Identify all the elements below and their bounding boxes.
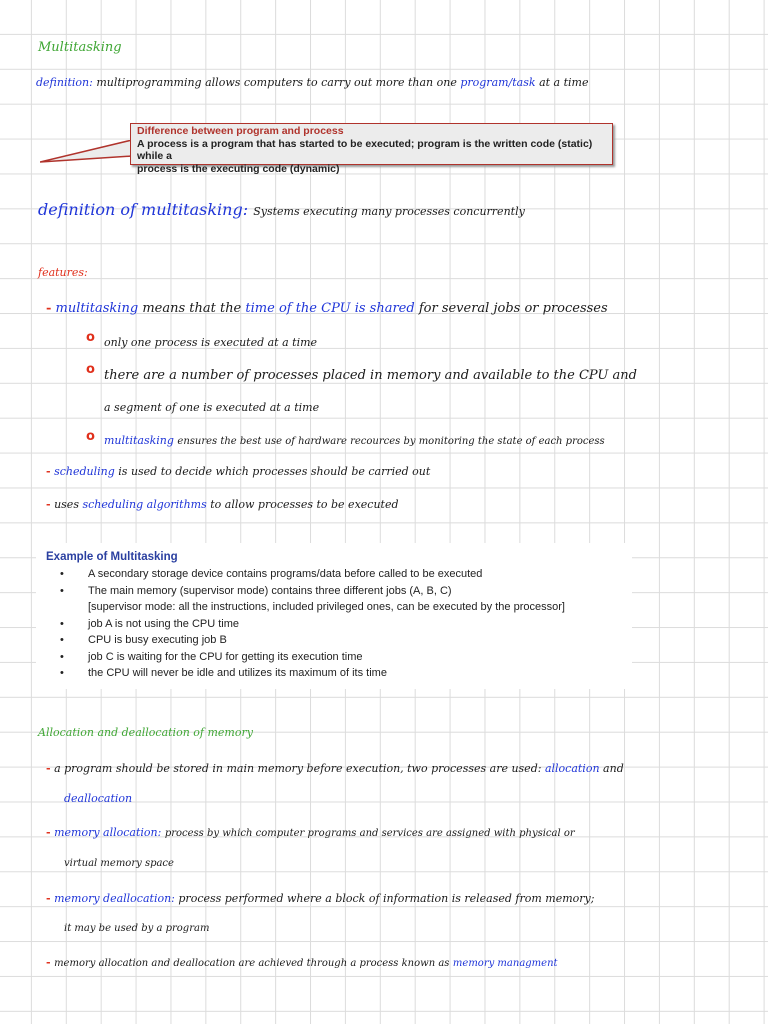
callout-box xyxy=(130,123,613,175)
feature-6-a: uses xyxy=(54,498,79,511)
feature-line-2: only one process is executed at a time xyxy=(104,336,318,349)
alloc-line-1: - a program should be stored in main memory before execution, two processes are used: allocation and xyxy=(46,762,624,775)
heading-allocation: Allocation and deallocation of memory xyxy=(38,726,253,739)
feature-1-d: for several jobs or processes xyxy=(418,301,608,316)
alloc-1-c: and xyxy=(603,762,624,775)
feature-line-4 xyxy=(104,434,605,447)
feature-5-a: scheduling xyxy=(54,465,115,478)
alloc-3-a: memory deallocation: xyxy=(54,892,175,905)
feature-line-6: - uses scheduling algorithms to allow processes to be executed xyxy=(46,498,399,511)
alloc-line-3: - memory deallocation: process performed where a block of information is released from memory; xyxy=(46,892,595,905)
example-box: Example of Multitasking • A secondary storage device contains programs/data before called to be executed • The main memory (supervisor mode) contains three different jobs (A, B, C) [supervisor mode: all the instructions, included privileged ones, can be executed by the processor] • job A is not using the CPU time • CPU is busy executing job B • job C is waiting for the CPU for getting its execution time • the CPU will never be idle and utilizes its maximum of its time xyxy=(36,543,632,689)
feature-4-b: ensures the best use of hardware recources by monitoring the state of each process xyxy=(177,436,605,447)
heading-multitasking: Multitasking xyxy=(38,40,122,55)
feature-line-3a: there are a number of processes placed in memory and available to the CPU and xyxy=(104,368,637,383)
alloc-4-b: memory managment xyxy=(452,958,558,969)
feature-1-a: multitasking xyxy=(55,301,139,316)
callout-title: Difference between program and process xyxy=(137,125,344,137)
callout-pointer-icon xyxy=(40,140,140,170)
def2-label: definition of multitasking: xyxy=(38,200,249,219)
alloc-3-b: process performed where a block of information is released from memory; xyxy=(178,892,595,905)
callout-line-2: process is the executing code (dynamic) xyxy=(137,162,340,175)
definition-end: at a time xyxy=(539,76,589,89)
alloc-1-d: deallocation xyxy=(64,792,133,805)
definition-label: definition: xyxy=(36,76,93,89)
alloc-2-c: virtual memory space xyxy=(64,858,174,869)
circle-bullet-icon: o xyxy=(86,362,95,377)
alloc-2-b: process by which computer programs and services are assigned with physical or xyxy=(164,828,575,839)
feature-6-b: scheduling algorithms xyxy=(82,498,207,511)
feature-1-c: time of the CPU is shared xyxy=(245,301,415,316)
definition-multitasking-line xyxy=(38,200,525,219)
alloc-line-2: - memory allocation: process by which computer programs and services are assigned with physical or xyxy=(46,826,575,839)
feature-line-3b: a segment of one is executed at a time xyxy=(104,401,320,414)
feature-line-1: - multitasking means that the time of the CPU is shared for several jobs or processes xyxy=(46,301,608,316)
circle-bullet-icon: o xyxy=(86,330,95,345)
alloc-2-a: memory allocation: xyxy=(54,826,162,839)
alloc-1-b: allocation xyxy=(544,762,600,775)
definition-line xyxy=(36,76,588,89)
alloc-3-c: it may be used by a program xyxy=(64,923,210,934)
circle-bullet-icon: o xyxy=(86,429,95,444)
definition-text: multiprogramming allows computers to carry out more than one xyxy=(96,76,457,89)
alloc-line-4: - memory allocation and deallocation are achieved through a process known as memory managment xyxy=(46,956,558,969)
alloc-1-a: a program should be stored in main memory before execution, two processes are used: xyxy=(54,762,542,775)
feature-4-a: multitasking xyxy=(104,434,174,447)
feature-6-c: to allow processes to be executed xyxy=(210,498,399,511)
feature-line-5: - scheduling is used to decide which processes should be carried out xyxy=(46,465,431,478)
definition-blue-text: program/task xyxy=(460,76,536,89)
feature-1-b: means that the xyxy=(142,301,242,316)
feature-5-b: is used to decide which processes should be carried out xyxy=(118,465,431,478)
def2-text: Systems executing many processes concurrently xyxy=(253,205,525,218)
example-title: Example of Multitasking xyxy=(46,551,178,563)
features-label: features: xyxy=(38,266,88,279)
alloc-4-a: memory allocation and deallocation are achieved through a process known as xyxy=(54,958,450,969)
callout-line-1: A process is a program that has started to be executed; program is the written code (static) while a xyxy=(137,137,593,162)
